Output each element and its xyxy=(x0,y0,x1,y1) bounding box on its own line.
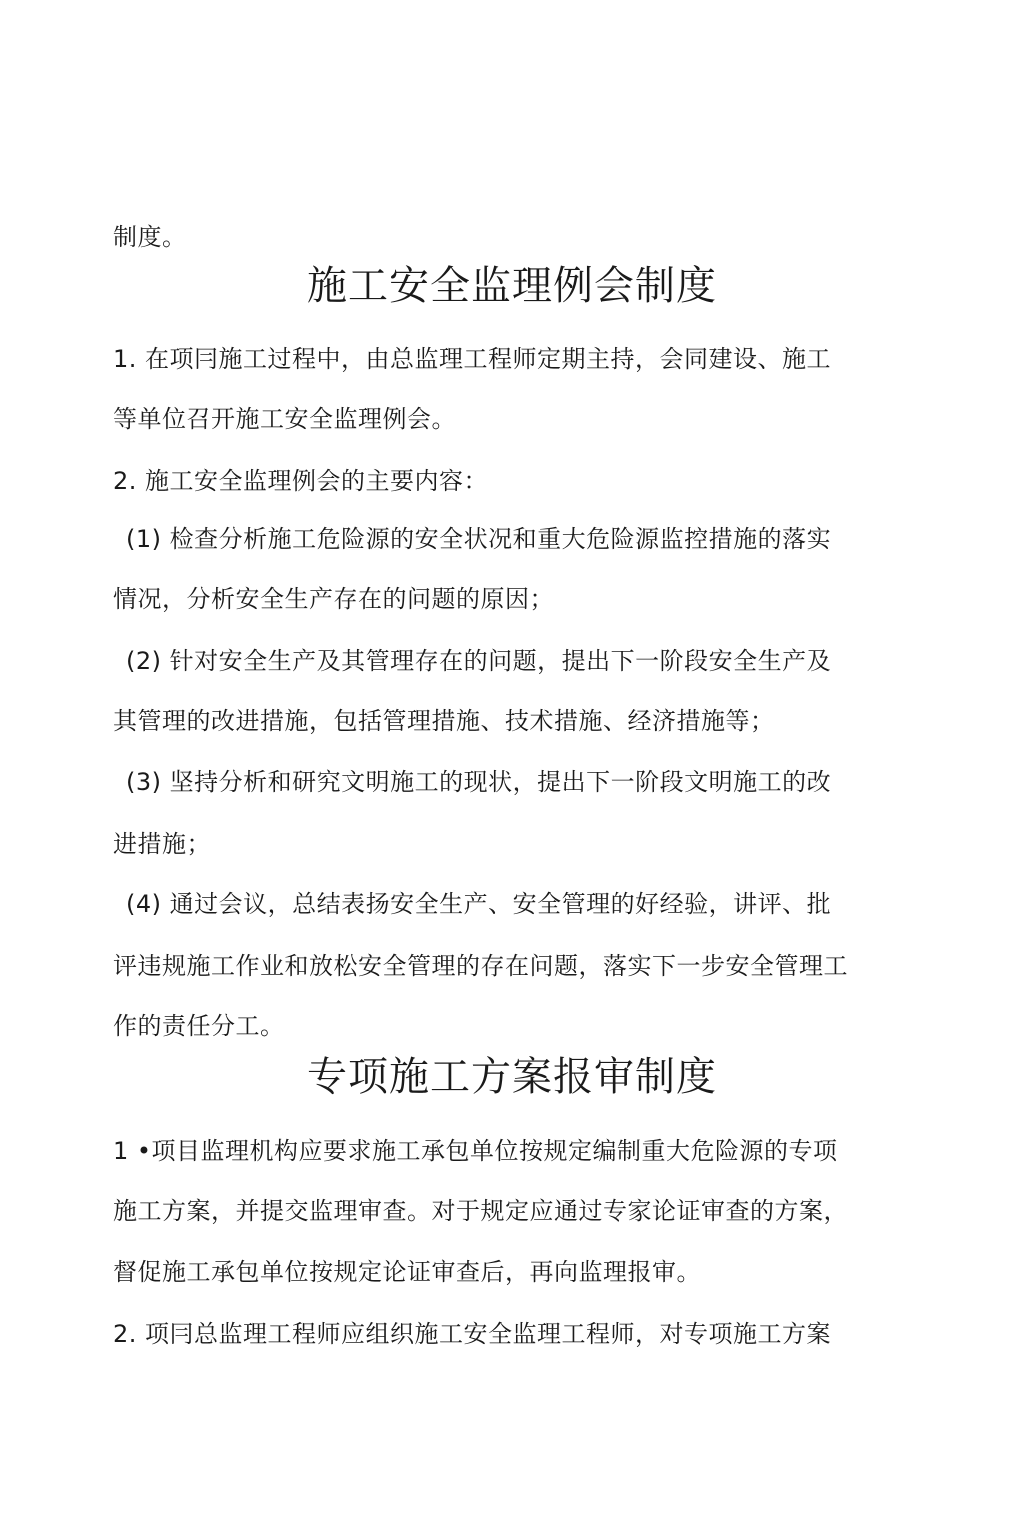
paragraph-line: 2. 施工安全监理例会的主要内容： xyxy=(113,467,489,495)
paragraph-line: (4) 通过会议，总结表扬安全生产、安全管理的好经验，讲评、批 xyxy=(126,890,832,918)
paragraph-line: (3) 坚持分析和研究文明施工的现状，提出下一阶段文明施工的改 xyxy=(126,768,832,796)
paragraph-line: 其管理的改进措施，包括管理措施、技术措施、经济措施等； xyxy=(113,707,775,735)
paragraph-line: 作的责任分工。 xyxy=(113,1012,285,1040)
paragraph-line: 1 •项目监理机构应要求施工承包单位按规定编制重大危险源的专项 xyxy=(113,1137,838,1165)
section-title-special-plan: 专项施工方案报审制度 xyxy=(307,1054,717,1100)
paragraph-line: (1) 检查分析施工危险源的安全状况和重大危险源监控措施的落实 xyxy=(126,525,832,553)
paragraph-line: 等单位召开施工安全监理例会。 xyxy=(113,405,456,433)
paragraph-line: 情况，分析安全生产存在的问题的原因； xyxy=(113,585,554,613)
paragraph-line: 施工方案，并提交监理审查。对于规定应通过专家论证审查的方案， xyxy=(113,1197,848,1225)
paragraph-line: 2. 项冃总监理工程师应组织施工安全监理工程师，对专项施工方案 xyxy=(113,1320,832,1348)
paragraph-line: 评违规施工作业和放松安全管理的存在问题，落实下一步安全管理工 xyxy=(113,952,848,980)
paragraph-line: 1. 在项冃施工过程中，由总监理工程师定期主持，会同建设、施工 xyxy=(113,345,832,373)
paragraph-line: 进措施； xyxy=(113,830,211,858)
paragraph-line: 督促施工承包单位按规定论证审查后，再向监理报审。 xyxy=(113,1258,701,1286)
section-title-safety-meeting: 施工安全监理例会制度 xyxy=(307,263,717,309)
intro-line: 制度。 xyxy=(113,223,187,251)
paragraph-line: (2) 针对安全生产及其管理存在的问题，提出下一阶段安全生产及 xyxy=(126,647,832,675)
